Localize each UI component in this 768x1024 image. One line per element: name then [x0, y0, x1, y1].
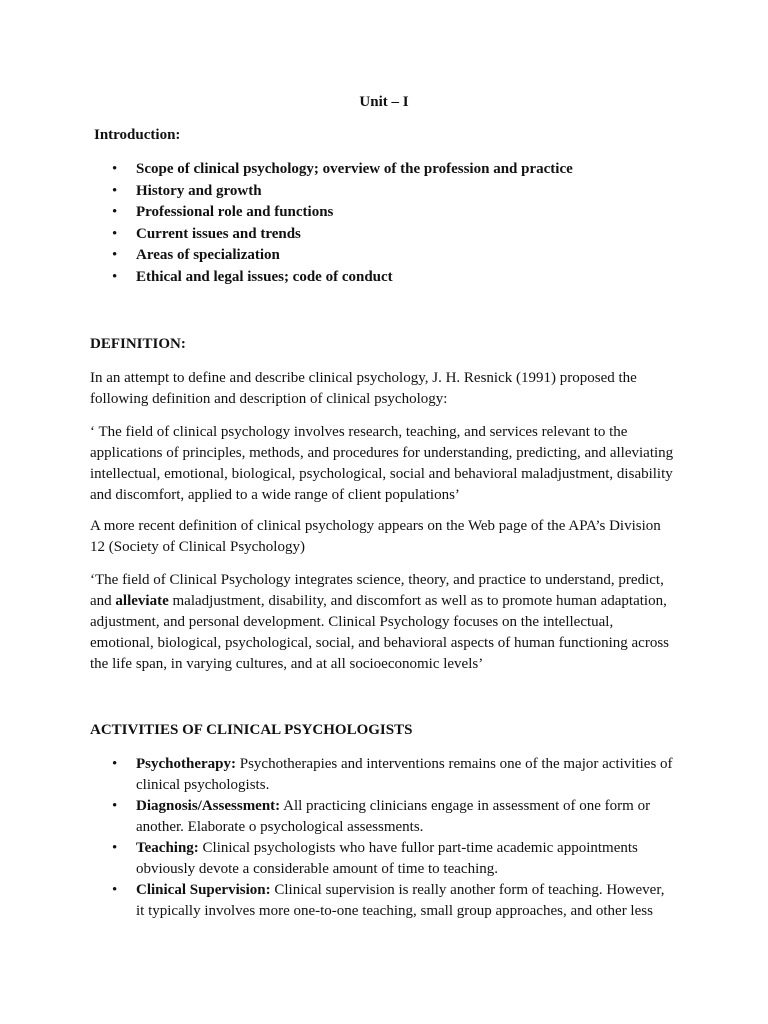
text-fragment: maladjustment, disability, and discomfort as well as to promote human adaptation,: [168, 593, 667, 609]
bullet-icon: •: [112, 268, 118, 285]
list-item: [112, 267, 573, 289]
list-item: [112, 224, 573, 246]
bullet-icon: •: [112, 204, 118, 220]
unit-title: Unit – I: [359, 94, 409, 110]
resnick-quote-paragraph: [90, 422, 690, 506]
text-line: applications of principles, methods, and procedures for understanding, predicting, and alleviating: [90, 445, 674, 461]
topic-text: Professional role and functions: [136, 204, 334, 220]
bullet-icon: •: [112, 161, 118, 177]
text-line: the life span, in varying cultures, and at all socioeconomic levels’: [90, 656, 484, 672]
list-item: [112, 796, 673, 838]
list-item: [112, 754, 673, 796]
text-line: it typically involves more one-to-one teaching, small group approaches, and other less: [136, 903, 653, 919]
text-line: 12 (Society of Clinical Psychology): [90, 539, 305, 555]
bullet-icon: •: [112, 798, 118, 814]
bullet-icon: •: [112, 756, 118, 772]
topic-text: Ethical and legal issues; code of conduct: [136, 268, 393, 285]
text-line: [136, 880, 673, 901]
text-line: intellectual, emotional, biological, psychological, social and behavioral maladjustment, disability: [90, 466, 673, 482]
definition-heading: DEFINITION:: [90, 336, 186, 352]
bullet-icon: •: [112, 182, 118, 199]
list-item: [112, 838, 673, 880]
text-fragment: and: [90, 593, 116, 609]
text-line: [136, 796, 673, 817]
text-line: obviously devote a considerable amount of time to teaching.: [136, 861, 498, 877]
activity-text: Clinical supervision is really another form of teaching. However,: [270, 882, 665, 898]
topic-text: Areas of specialization: [136, 247, 280, 263]
text-line: adjustment, and personal development. Clinical Psychology focuses on the intellectual,: [90, 614, 614, 630]
activity-term: Psychotherapy:: [136, 756, 236, 772]
activity-text: All practicing clinicians engage in assessment of one form or: [280, 798, 651, 814]
text-line: ‘The field of Clinical Psychology integrates science, theory, and practice to understand, predict,: [90, 572, 664, 588]
bullet-icon: •: [112, 247, 118, 263]
text-line: and discomfort, applied to a wide range of client populations’: [90, 487, 460, 503]
activity-text: Psychotherapies and interventions remains one of the major activities of: [236, 756, 673, 772]
topic-text: Scope of clinical psychology; overview of the profession and practice: [136, 161, 573, 177]
list-item: [112, 202, 573, 224]
activity-text: Clinical psychologists who have fullor part-time academic appointments: [198, 840, 638, 856]
emphasis-alleviate: alleviate: [115, 593, 169, 609]
apa-intro-paragraph: [90, 516, 690, 558]
text-line: A more recent definition of clinical psychology appears on the Web page of the APA’s Division: [90, 518, 661, 534]
activity-term: Clinical Supervision:: [136, 882, 271, 898]
list-item: [112, 181, 573, 203]
text-line: [136, 754, 673, 775]
activity-term: Diagnosis/Assessment:: [136, 798, 281, 814]
text-line: ‘ The field of clinical psychology involves research, teaching, and services relevant to the: [90, 424, 628, 440]
introduction-heading: Introduction:: [94, 127, 181, 143]
activity-term: Teaching:: [136, 840, 199, 856]
text-line: [90, 591, 690, 612]
text-line: following definition and description of clinical psychology:: [90, 391, 448, 407]
text-line: emotional, biological, psychological, social, and behavioral aspects of human functioning across: [90, 635, 670, 651]
text-line: [136, 838, 673, 859]
list-item: [112, 880, 673, 922]
topics-list: [112, 159, 573, 288]
topic-text: History and growth: [136, 182, 262, 199]
bullet-icon: •: [112, 882, 118, 898]
text-line: clinical psychologists.: [136, 777, 270, 793]
bullet-icon: •: [112, 225, 118, 242]
list-item: [112, 159, 573, 181]
text-line: In an attempt to define and describe clinical psychology, J. H. Resnick (1991) proposed the: [90, 370, 637, 386]
activities-list: [112, 754, 673, 922]
list-item: [112, 245, 573, 267]
topic-text: Current issues and trends: [136, 225, 301, 242]
apa-quote-paragraph: [90, 570, 690, 675]
activities-heading: ACTIVITIES OF CLINICAL PSYCHOLOGISTS: [90, 722, 413, 738]
bullet-icon: •: [112, 840, 118, 856]
definition-intro-paragraph: [90, 368, 690, 410]
text-line: another. Elaborate o psychological assessments.: [136, 819, 424, 835]
